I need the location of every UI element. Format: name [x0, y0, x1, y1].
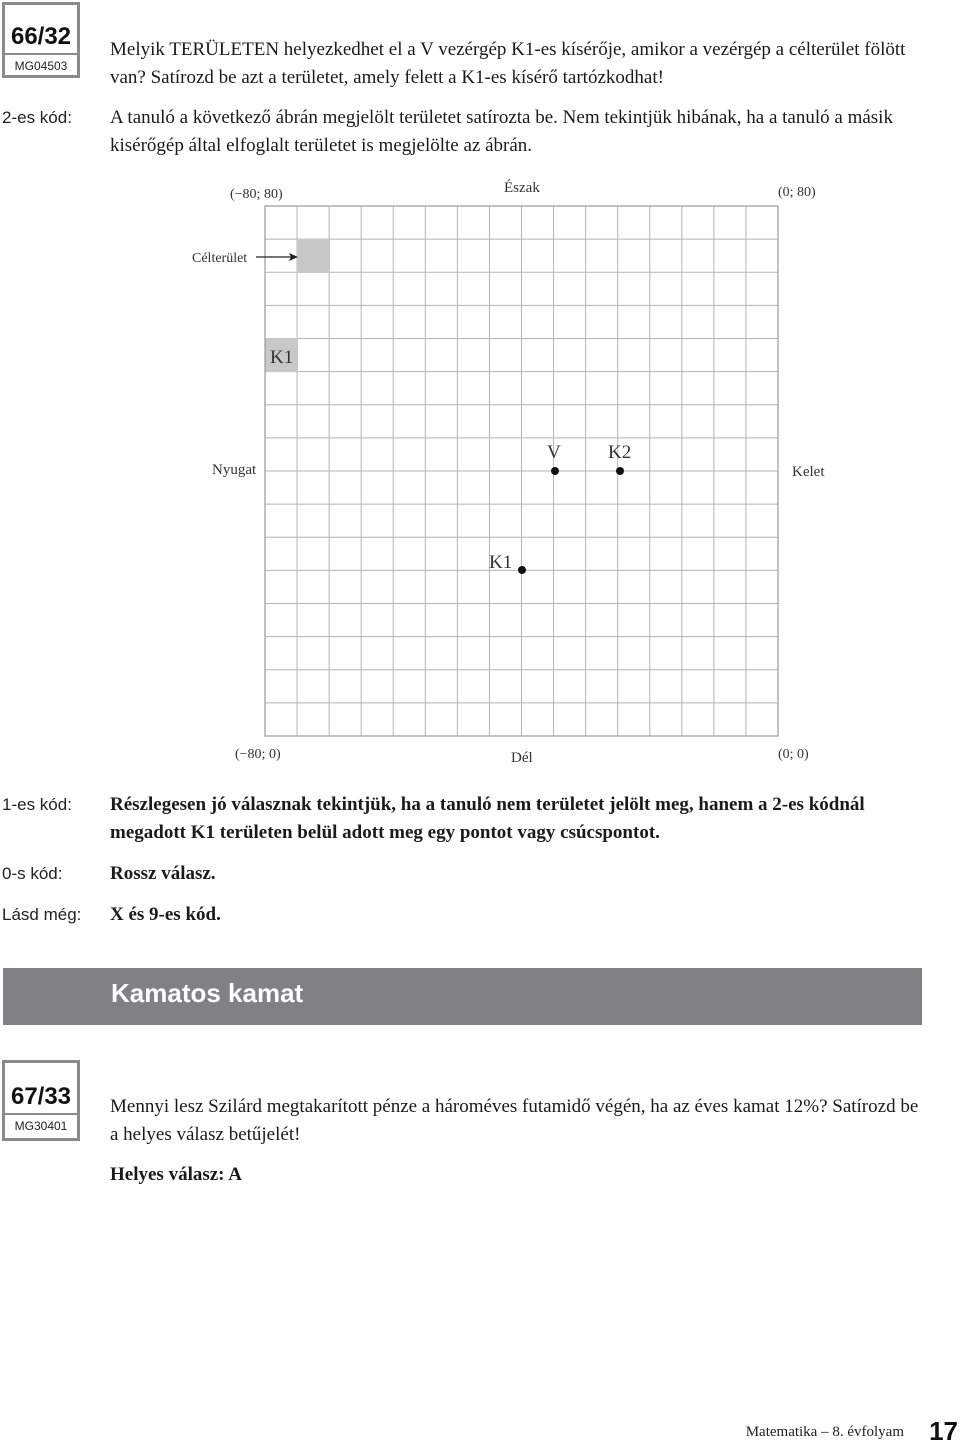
code1-label: 1-es kód:: [2, 795, 72, 814]
corner-top-right: (0; 80): [778, 185, 816, 200]
k2-point: [616, 467, 624, 475]
code0-label: 0-s kód:: [2, 864, 63, 883]
north-label: Észak: [504, 180, 540, 196]
code2-label: 2-es kód:: [2, 108, 72, 127]
k1-area-label: K1: [270, 347, 294, 368]
item-code: MG04503: [14, 59, 68, 73]
see-also-text: X és 9-es kód.: [110, 904, 221, 925]
grid-diagram: [0, 170, 960, 770]
item-code-box-1: [2, 2, 80, 78]
k2-label: K2: [608, 442, 632, 463]
section-title: Kamatos kamat: [111, 978, 304, 1008]
corner-top-left: (−80; 80): [230, 187, 283, 202]
k1-point: [518, 566, 526, 574]
grid-lines: [265, 206, 778, 736]
code-divider: [5, 1113, 77, 1115]
question-text-2: Mennyi lesz Szilárd megtakarított pénze a hároméves futamidő végén, ha az éves kamat 12%? Satírozd be a helyes válasz betűjelét!: [110, 1096, 919, 1145]
page-number: 17: [929, 1416, 958, 1446]
section-header-bar: [3, 968, 922, 1025]
item-number: 66/32: [10, 23, 72, 50]
west-label: Nyugat: [212, 462, 257, 478]
footer-subject: Matematika – 8. évfolyam: [745, 1424, 904, 1440]
code2-text: A tanuló a következő ábrán megjelölt területet satírozta be. Nem tekintjük hibának, ha a tanuló a másik kisérőgép által elfoglalt területet is megjelölte az ábrán.: [110, 107, 893, 156]
east-label: Kelet: [792, 464, 825, 480]
corner-bottom-right: (0; 0): [778, 747, 809, 762]
item-code: MG30401: [14, 1119, 68, 1133]
v-point: [551, 467, 559, 475]
corner-bottom-left: (−80; 0): [235, 747, 281, 762]
item-code-box-2: [2, 1060, 80, 1141]
item-number: 67/33: [10, 1083, 72, 1110]
code0-text: Rossz válasz.: [110, 863, 216, 884]
correct-answer: Helyes válasz: A: [110, 1164, 242, 1185]
target-area-cell: [297, 239, 330, 273]
v-label: V: [547, 442, 561, 463]
code1-text: Részlegesen jó válasznak tekintjük, ha a tanuló nem területet jelölt meg, hanem a 2-es kódnál megadott K1 területen belül adott meg egy pontot vagy csúcspontot.: [110, 794, 865, 843]
see-also-label: Lásd még:: [2, 905, 82, 924]
target-label: Célterület: [192, 251, 248, 266]
south-label: Dél: [511, 750, 533, 766]
question-text-1: Melyik TERÜLETEN helyezkedhet el a V vezérgép K1-es kísérője, amikor a vezérgép a célterület fölött van? Satírozd be azt a területet, amely felett a K1-es kísérő tartózkodhat!: [110, 39, 906, 88]
code-divider: [5, 53, 77, 55]
k1-point-label: K1: [489, 552, 513, 573]
